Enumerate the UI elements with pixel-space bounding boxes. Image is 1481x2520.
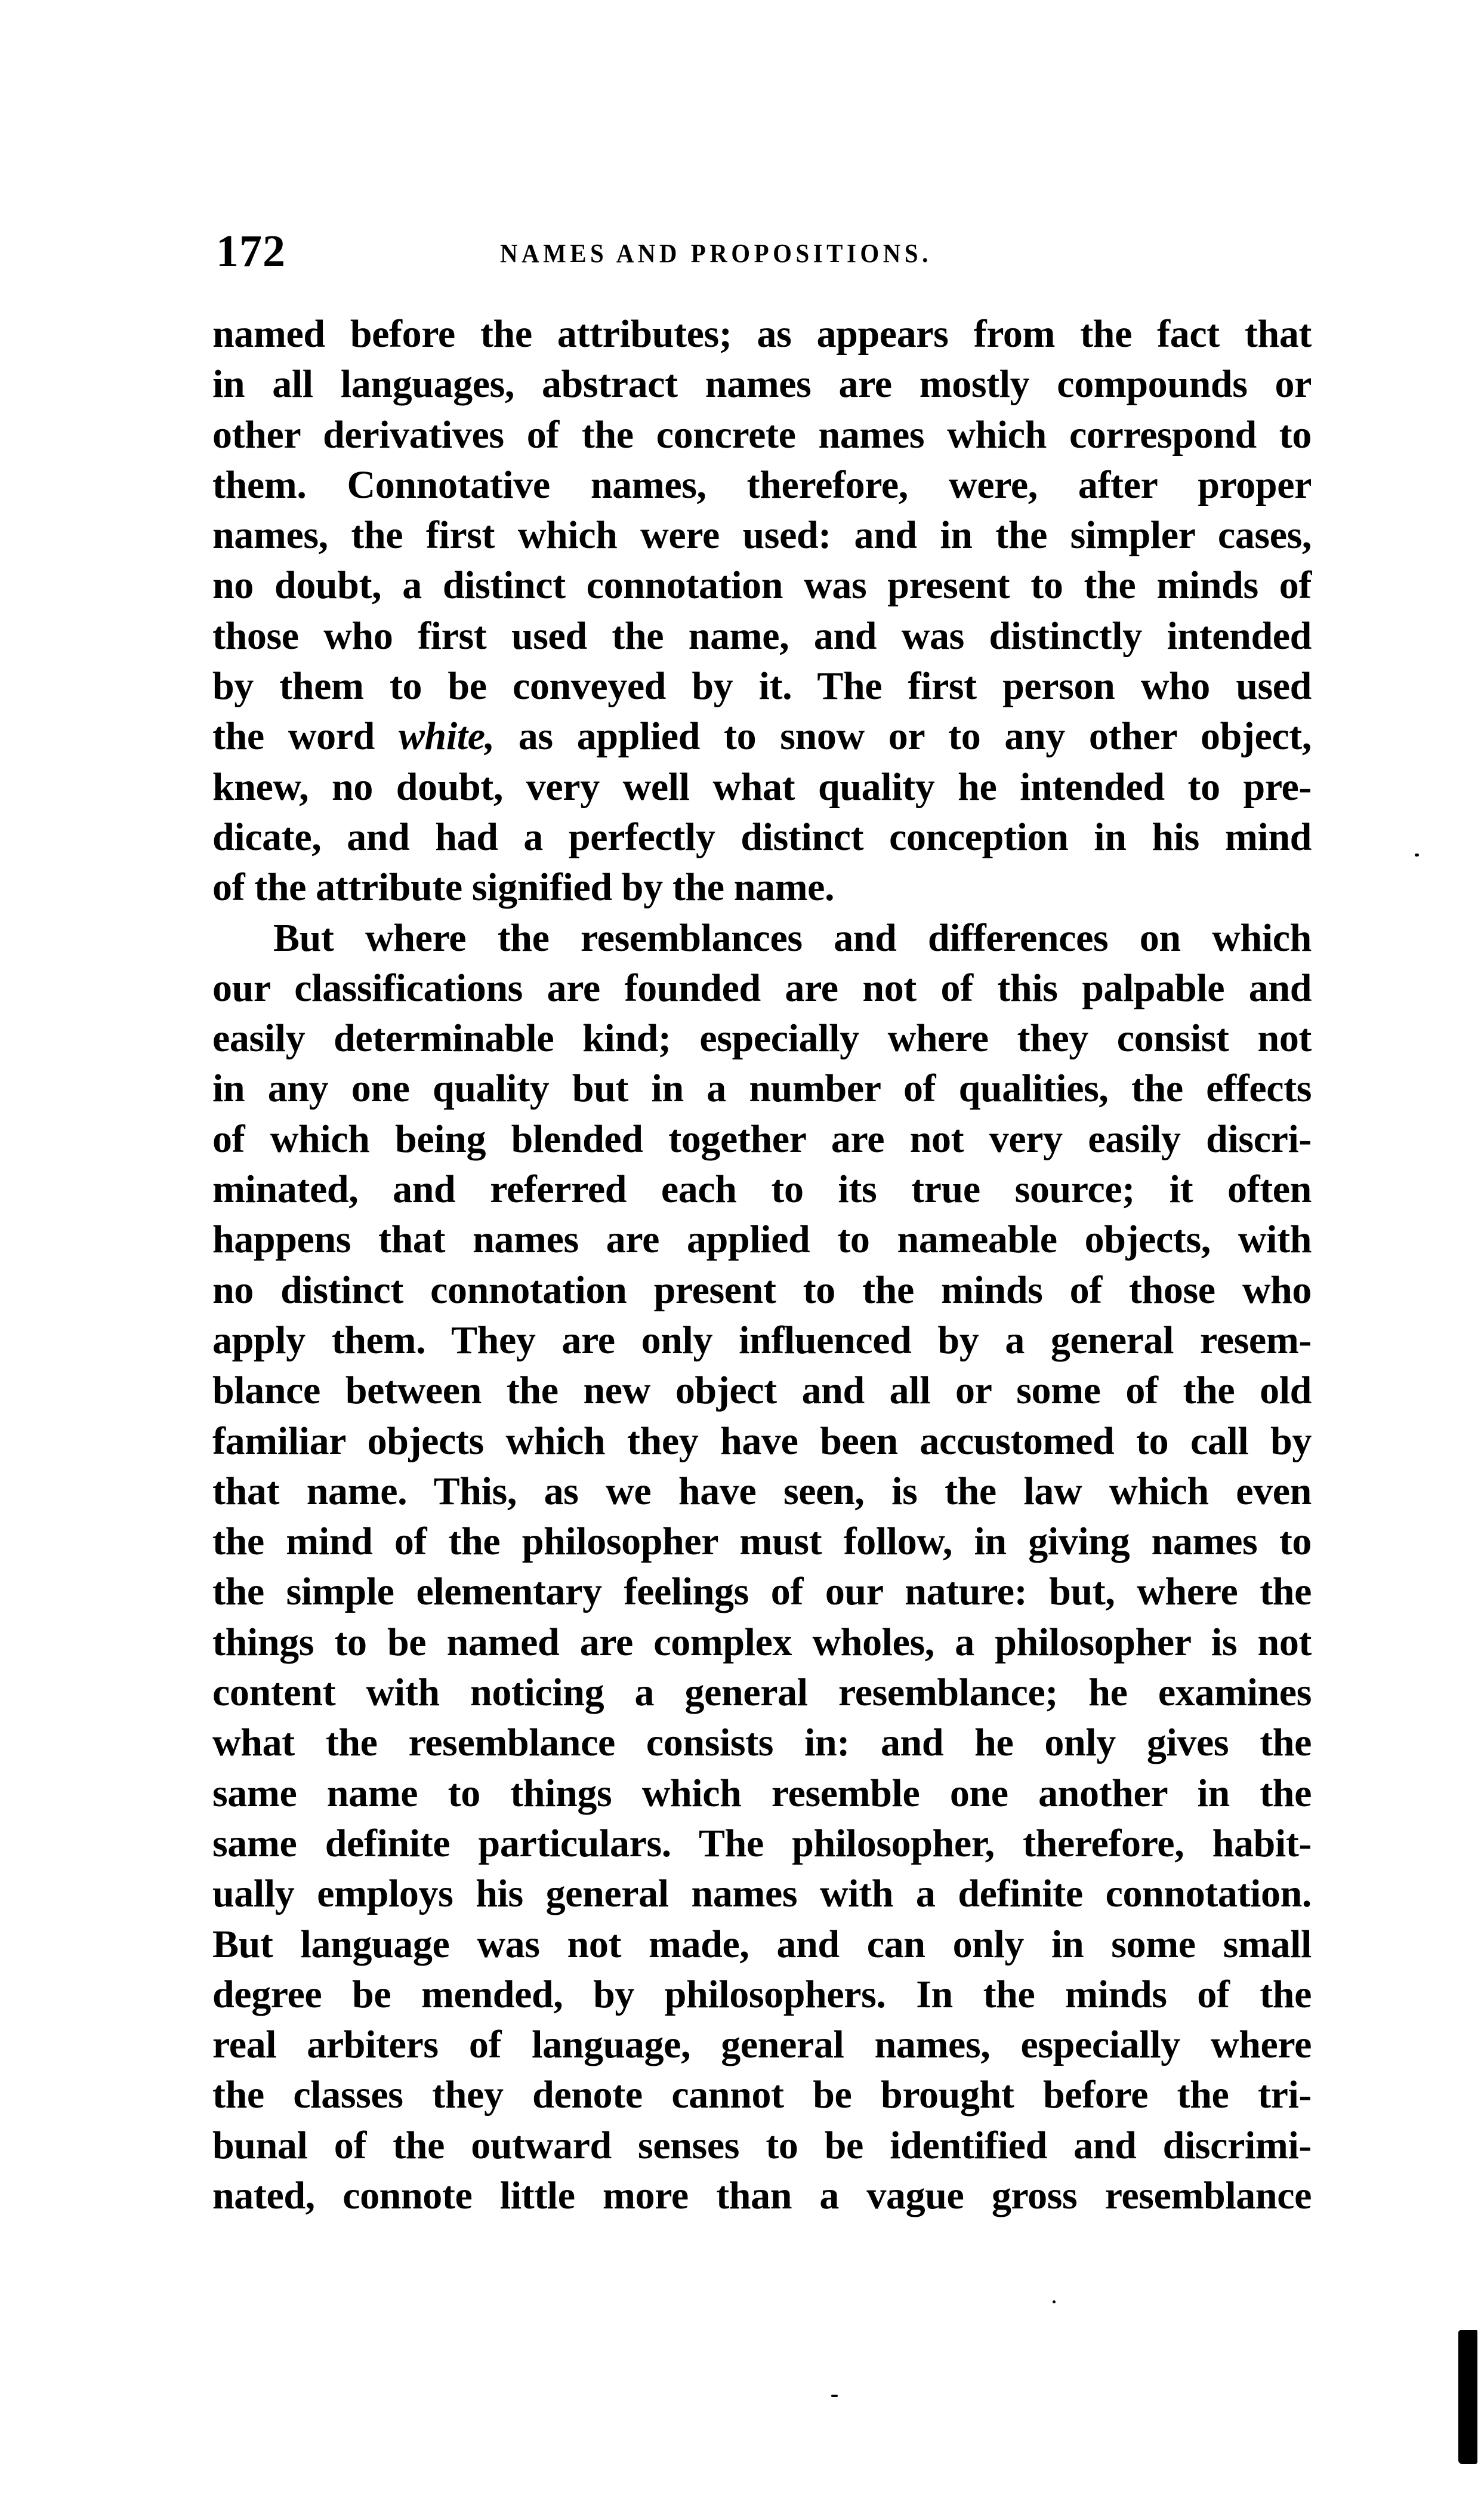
text-line: real arbiters of language, general names, especially where [212, 2023, 1312, 2067]
text-line: the simple elementary feelings of our nature: but, where the [212, 1570, 1312, 1614]
text-line: what the resemblance consists in: and he only gives the [212, 1721, 1312, 1765]
text-line: dicate, and had a perfectly distinct conception in his mind [212, 815, 1312, 859]
text-line: by them to be conveyed by it. The first person who used [212, 664, 1312, 708]
text-line: other derivatives of the concrete names which correspond to [212, 412, 1312, 457]
text-line: content with noticing a general resemblance; he examines [212, 1671, 1312, 1715]
text-segment: as applied to snow or to any other object, [494, 714, 1312, 759]
running-head [214, 224, 1312, 278]
text-line: nated, connote little more than a vague gross resemblance [212, 2173, 1312, 2217]
running-title: NAMES AND PROPOSITIONS. [500, 239, 932, 268]
text-line: no doubt, a distinct connotation was present to the minds of [212, 563, 1312, 608]
text-line: But where the resemblances and differences on which [273, 916, 1312, 960]
scan-speck [1415, 854, 1419, 857]
text-line: degree be mended, by philosophers. In the minds of the [212, 1972, 1312, 2016]
text-line: in any one quality but in a number of qualities, the effects [212, 1067, 1312, 1111]
text-line: our classifications are founded are not of this palpable and [212, 966, 1312, 1010]
italic-word: white, [398, 714, 495, 759]
text-line: of which being blended together are not very easily discri- [212, 1117, 1312, 1161]
body-text [212, 309, 1312, 2221]
page-number: 172 [216, 226, 286, 276]
text-line: knew, no doubt, very well what quality he intended to pre- [212, 765, 1312, 809]
text-segment: the word [212, 714, 399, 759]
text-line: names, the first which were used: and in the simpler cases, [212, 513, 1312, 557]
text-line: bunal of the outward senses to be identified and discrimi- [212, 2123, 1312, 2167]
text-line: But language was not made, and can only in some small [212, 1922, 1312, 1966]
text-line: no distinct connotation present to the minds of those who [212, 1268, 1312, 1312]
scan-speck [1053, 2300, 1056, 2303]
text-line: them. Connotative names, therefore, were, after proper [212, 463, 1312, 507]
text-line: easily determinable kind; especially where they consist not [212, 1016, 1312, 1061]
text-line: that name. This, as we have seen, is the law which even [212, 1469, 1312, 1513]
text-line: apply them. They are only influenced by a general resem- [212, 1318, 1312, 1362]
text-line: minated, and referred each to its true source; it often [212, 1167, 1312, 1212]
text-line: the classes they denote cannot be brought before the tri- [212, 2073, 1312, 2117]
text-line: those who first used the name, and was distinctly intended [212, 614, 1312, 658]
text-line: happens that names are applied to nameable objects, with [212, 1218, 1312, 1262]
text-line: familiar objects which they have been accustomed to call by [212, 1419, 1312, 1463]
text-line: blance between the new object and all or some of the old [212, 1369, 1312, 1413]
text-line: of the attribute signified by the name. [212, 865, 835, 910]
text-line: things to be named are complex wholes, a philosopher is not [212, 1620, 1312, 1664]
text-line: same definite particulars. The philosopher, therefore, habit- [212, 1821, 1312, 1865]
scan-edge-mark [1458, 2330, 1477, 2464]
text-line: ually employs his general names with a definite connotation. [212, 1872, 1312, 1916]
text-line: named before the attributes; as appears from the fact that [212, 312, 1312, 356]
text-line: same name to things which resemble one another in the [212, 1771, 1312, 1815]
text-line: in all languages, abstract names are mostly compounds or [212, 362, 1312, 406]
scan-speck [831, 2395, 838, 2397]
text-line-with-italic [212, 711, 1312, 762]
text-line: the mind of the philosopher must follow, in giving names to [212, 1520, 1312, 1564]
